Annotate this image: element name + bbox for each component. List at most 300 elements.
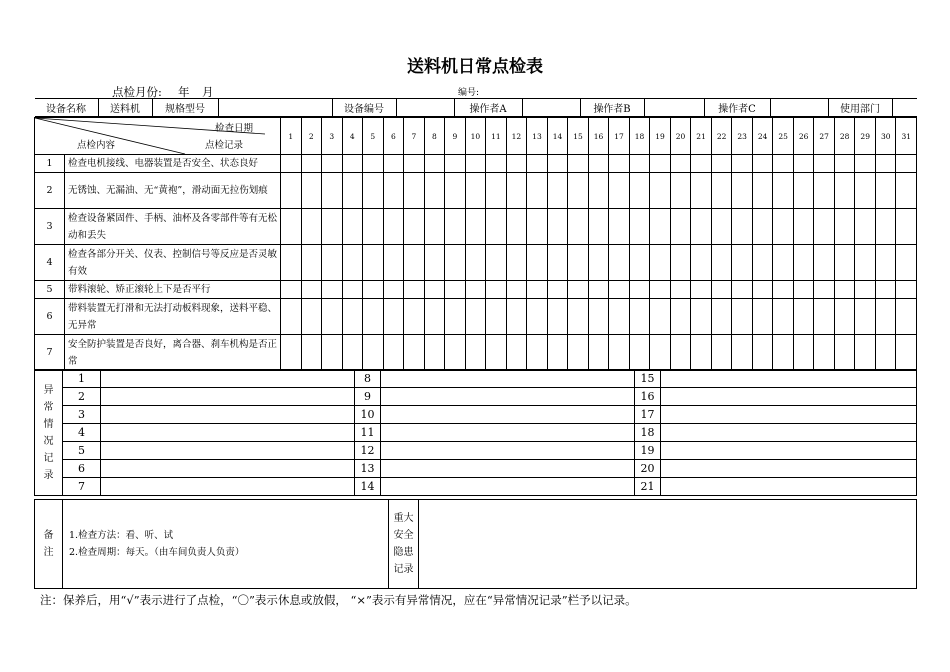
- abnormal-record-field[interactable]: [381, 478, 635, 496]
- check-cell[interactable]: [588, 155, 609, 173]
- check-cell[interactable]: [424, 335, 445, 371]
- day-header: 22: [711, 118, 732, 155]
- check-cell[interactable]: [322, 209, 343, 245]
- check-cell[interactable]: [875, 281, 896, 299]
- check-cell[interactable]: [568, 173, 589, 209]
- check-cell[interactable]: [506, 335, 527, 371]
- record-label: 点检记录: [205, 140, 244, 151]
- check-cell[interactable]: [773, 209, 794, 245]
- check-cell[interactable]: [281, 173, 302, 209]
- check-cell[interactable]: [383, 155, 404, 173]
- model-field[interactable]: [218, 99, 332, 117]
- check-cell[interactable]: [752, 173, 773, 209]
- check-cell[interactable]: [281, 299, 302, 335]
- check-cell[interactable]: [650, 155, 671, 173]
- check-cell[interactable]: [342, 245, 363, 281]
- check-cell[interactable]: [363, 245, 384, 281]
- check-cell[interactable]: [834, 245, 855, 281]
- check-cell[interactable]: [650, 299, 671, 335]
- abnormal-number: 6: [63, 460, 101, 478]
- check-cell[interactable]: [896, 245, 917, 281]
- device-no-field[interactable]: [396, 99, 454, 117]
- operator-c-field[interactable]: [770, 99, 828, 117]
- check-cell[interactable]: [855, 245, 876, 281]
- check-cell[interactable]: [486, 173, 507, 209]
- check-cell[interactable]: [650, 281, 671, 299]
- abnormal-number: 19: [635, 442, 661, 460]
- item-text: 检查电机接线、电器装置是否安全、状态良好: [65, 155, 281, 173]
- check-cell[interactable]: [834, 299, 855, 335]
- check-cell[interactable]: [609, 245, 630, 281]
- check-cell[interactable]: [732, 299, 753, 335]
- abnormal-record-field[interactable]: [101, 388, 355, 406]
- check-cell[interactable]: [752, 155, 773, 173]
- check-cell[interactable]: [465, 173, 486, 209]
- check-cell[interactable]: [506, 155, 527, 173]
- check-cell[interactable]: [383, 281, 404, 299]
- check-cell[interactable]: [547, 173, 568, 209]
- abnormal-record-field[interactable]: [661, 478, 917, 496]
- check-cell[interactable]: [465, 335, 486, 371]
- day-header: 7: [404, 118, 425, 155]
- abnormal-number: 2: [63, 388, 101, 406]
- check-cell[interactable]: [383, 245, 404, 281]
- footnote: 注：保养后，用“√”表示进行了点检，“〇”表示休息或放假， “×”表示有异常情况，应在“异常情况记录”栏予以记录。: [40, 593, 637, 607]
- check-cell[interactable]: [506, 209, 527, 245]
- check-cell[interactable]: [732, 335, 753, 371]
- day-header: 6: [383, 118, 404, 155]
- day-header: 4: [342, 118, 363, 155]
- check-cell[interactable]: [670, 209, 691, 245]
- remark-label: 备 注: [35, 500, 63, 589]
- check-cell[interactable]: [506, 281, 527, 299]
- check-cell[interactable]: [711, 209, 732, 245]
- check-cell[interactable]: [547, 245, 568, 281]
- check-cell[interactable]: [855, 155, 876, 173]
- check-cell[interactable]: [588, 209, 609, 245]
- check-cell[interactable]: [465, 281, 486, 299]
- check-cell[interactable]: [424, 173, 445, 209]
- day-header: 10: [465, 118, 486, 155]
- check-cell[interactable]: [855, 281, 876, 299]
- check-cell[interactable]: [855, 299, 876, 335]
- check-cell[interactable]: [793, 209, 814, 245]
- check-cell[interactable]: [691, 209, 712, 245]
- abnormal-record-field[interactable]: [661, 424, 917, 442]
- item-row: [35, 299, 917, 335]
- check-cell[interactable]: [793, 299, 814, 335]
- check-cell[interactable]: [465, 245, 486, 281]
- check-cell[interactable]: [691, 155, 712, 173]
- check-cell[interactable]: [670, 245, 691, 281]
- check-cell[interactable]: [527, 155, 548, 173]
- check-cell[interactable]: [465, 299, 486, 335]
- check-cell[interactable]: [670, 155, 691, 173]
- check-cell[interactable]: [363, 281, 384, 299]
- check-cell[interactable]: [527, 245, 548, 281]
- item-text: 安全防护装置是否良好，离合器、刹车机构是否正常: [65, 335, 281, 371]
- check-cell[interactable]: [670, 335, 691, 371]
- abnormal-record-field[interactable]: [381, 424, 635, 442]
- check-cell[interactable]: [793, 281, 814, 299]
- check-cell[interactable]: [527, 173, 548, 209]
- check-cell[interactable]: [527, 299, 548, 335]
- check-cell[interactable]: [711, 335, 732, 371]
- check-cell[interactable]: [547, 281, 568, 299]
- device-no-label: 设备编号: [332, 99, 396, 117]
- check-cell[interactable]: [896, 335, 917, 371]
- check-cell[interactable]: [588, 335, 609, 371]
- day-header: 5: [363, 118, 384, 155]
- check-cell[interactable]: [465, 155, 486, 173]
- check-cell[interactable]: [834, 209, 855, 245]
- check-cell[interactable]: [793, 245, 814, 281]
- day-header: 30: [875, 118, 896, 155]
- check-cell[interactable]: [281, 281, 302, 299]
- check-cell[interactable]: [486, 245, 507, 281]
- check-cell[interactable]: [629, 245, 650, 281]
- check-cell[interactable]: [650, 335, 671, 371]
- check-cell[interactable]: [547, 209, 568, 245]
- check-cell[interactable]: [404, 209, 425, 245]
- day-header: 29: [855, 118, 876, 155]
- check-cell[interactable]: [588, 281, 609, 299]
- day-header: 16: [588, 118, 609, 155]
- abnormal-record-field[interactable]: [101, 406, 355, 424]
- check-cell[interactable]: [424, 155, 445, 173]
- abnormal-row: [35, 406, 917, 424]
- check-cell[interactable]: [752, 281, 773, 299]
- check-cell[interactable]: [547, 299, 568, 335]
- check-cell[interactable]: [383, 173, 404, 209]
- check-cell[interactable]: [834, 335, 855, 371]
- check-cell[interactable]: [527, 281, 548, 299]
- day-header: 8: [424, 118, 445, 155]
- abnormal-number: 15: [635, 370, 661, 388]
- check-cell[interactable]: [670, 299, 691, 335]
- check-cell[interactable]: [711, 155, 732, 173]
- check-cell[interactable]: [732, 209, 753, 245]
- check-cell[interactable]: [342, 335, 363, 371]
- check-cell[interactable]: [609, 155, 630, 173]
- check-cell[interactable]: [445, 245, 466, 281]
- abnormal-record-field[interactable]: [381, 460, 635, 478]
- check-cell[interactable]: [650, 209, 671, 245]
- check-cell[interactable]: [322, 335, 343, 371]
- item-text: 检查设备紧固件、手柄、油杯及各零部件等有无松动和丢失: [65, 209, 281, 245]
- day-header: 11: [486, 118, 507, 155]
- check-cell[interactable]: [875, 245, 896, 281]
- check-cell[interactable]: [363, 299, 384, 335]
- check-cell[interactable]: [834, 281, 855, 299]
- check-cell[interactable]: [342, 173, 363, 209]
- check-cell[interactable]: [527, 335, 548, 371]
- check-cell[interactable]: [342, 281, 363, 299]
- abnormal-number: 12: [355, 442, 381, 460]
- check-cell[interactable]: [568, 335, 589, 371]
- day-header: 19: [650, 118, 671, 155]
- check-cell[interactable]: [752, 335, 773, 371]
- check-cell[interactable]: [445, 173, 466, 209]
- hazard-record-field[interactable]: [419, 500, 917, 589]
- check-cell[interactable]: [793, 155, 814, 173]
- check-cell[interactable]: [650, 245, 671, 281]
- check-cell[interactable]: [363, 209, 384, 245]
- check-cell[interactable]: [486, 281, 507, 299]
- check-cell[interactable]: [773, 173, 794, 209]
- check-cell[interactable]: [609, 299, 630, 335]
- check-cell[interactable]: [732, 155, 753, 173]
- check-cell[interactable]: [629, 299, 650, 335]
- check-cell[interactable]: [404, 281, 425, 299]
- check-cell[interactable]: [896, 173, 917, 209]
- check-cell[interactable]: [773, 299, 794, 335]
- check-cell[interactable]: [506, 299, 527, 335]
- check-cell[interactable]: [855, 209, 876, 245]
- check-cell[interactable]: [281, 335, 302, 371]
- check-cell[interactable]: [814, 281, 835, 299]
- item-row: [35, 155, 917, 173]
- check-cell[interactable]: [793, 173, 814, 209]
- check-cell[interactable]: [568, 209, 589, 245]
- check-cell[interactable]: [342, 209, 363, 245]
- abnormal-number: 7: [63, 478, 101, 496]
- check-cell[interactable]: [834, 173, 855, 209]
- check-cell[interactable]: [465, 209, 486, 245]
- item-number: 2: [35, 173, 65, 209]
- check-cell[interactable]: [752, 209, 773, 245]
- abnormal-number: 14: [355, 478, 381, 496]
- check-cell[interactable]: [322, 245, 343, 281]
- abnormal-number: 18: [635, 424, 661, 442]
- check-cell[interactable]: [711, 281, 732, 299]
- check-cell[interactable]: [609, 335, 630, 371]
- check-cell[interactable]: [404, 155, 425, 173]
- check-cell[interactable]: [383, 209, 404, 245]
- check-cell[interactable]: [322, 173, 343, 209]
- check-cell[interactable]: [691, 335, 712, 371]
- check-cell[interactable]: [629, 155, 650, 173]
- check-cell[interactable]: [342, 299, 363, 335]
- check-cell[interactable]: [711, 299, 732, 335]
- abnormal-record-field[interactable]: [381, 370, 635, 388]
- check-cell[interactable]: [609, 173, 630, 209]
- check-cell[interactable]: [486, 299, 507, 335]
- check-cell[interactable]: [875, 335, 896, 371]
- check-cell[interactable]: [404, 335, 425, 371]
- check-cell[interactable]: [896, 299, 917, 335]
- check-cell[interactable]: [322, 155, 343, 173]
- item-row: [35, 335, 917, 371]
- abnormal-record-field[interactable]: [381, 388, 635, 406]
- check-cell[interactable]: [301, 245, 322, 281]
- item-text: 带料滚轮、矫正滚轮上下是否平行: [65, 281, 281, 299]
- check-cell[interactable]: [691, 245, 712, 281]
- abnormal-record-field[interactable]: [101, 424, 355, 442]
- check-cell[interactable]: [609, 281, 630, 299]
- check-cell[interactable]: [875, 299, 896, 335]
- check-cell[interactable]: [629, 173, 650, 209]
- operator-b-field[interactable]: [644, 99, 704, 117]
- abnormal-row: [35, 424, 917, 442]
- check-cell[interactable]: [301, 281, 322, 299]
- item-row: [35, 281, 917, 299]
- operator-c-label: 操作者C: [704, 99, 770, 117]
- check-cell[interactable]: [732, 173, 753, 209]
- check-cell[interactable]: [814, 299, 835, 335]
- check-cell[interactable]: [629, 209, 650, 245]
- check-cell[interactable]: [363, 335, 384, 371]
- check-cell[interactable]: [670, 173, 691, 209]
- day-header: 17: [609, 118, 630, 155]
- check-cell[interactable]: [281, 245, 302, 281]
- check-cell[interactable]: [506, 245, 527, 281]
- abnormal-record-field[interactable]: [661, 442, 917, 460]
- remark-content: [63, 500, 389, 589]
- check-cell[interactable]: [814, 173, 835, 209]
- check-cell[interactable]: [588, 173, 609, 209]
- check-cell[interactable]: [486, 155, 507, 173]
- check-cell[interactable]: [445, 299, 466, 335]
- day-header: 28: [834, 118, 855, 155]
- check-cell[interactable]: [342, 155, 363, 173]
- check-cell[interactable]: [752, 299, 773, 335]
- check-cell[interactable]: [424, 299, 445, 335]
- check-cell[interactable]: [711, 173, 732, 209]
- abnormal-record-field[interactable]: [661, 460, 917, 478]
- check-cell[interactable]: [486, 335, 507, 371]
- abnormal-record-field[interactable]: [101, 460, 355, 478]
- operator-b-label: 操作者B: [580, 99, 644, 117]
- check-cell[interactable]: [404, 173, 425, 209]
- check-cell[interactable]: [445, 281, 466, 299]
- check-cell[interactable]: [834, 155, 855, 173]
- check-cell[interactable]: [773, 335, 794, 371]
- check-cell[interactable]: [711, 245, 732, 281]
- day-header: 18: [629, 118, 650, 155]
- check-cell[interactable]: [752, 245, 773, 281]
- check-cell[interactable]: [814, 245, 835, 281]
- check-cell[interactable]: [814, 209, 835, 245]
- check-cell[interactable]: [875, 155, 896, 173]
- check-cell[interactable]: [301, 335, 322, 371]
- abnormal-row: [35, 442, 917, 460]
- check-cell[interactable]: [732, 281, 753, 299]
- check-cell[interactable]: [486, 209, 507, 245]
- check-cell[interactable]: [629, 281, 650, 299]
- abnormal-label: 异 常 情 况 记 录: [35, 370, 63, 496]
- check-cell[interactable]: [568, 245, 589, 281]
- check-cell[interactable]: [506, 173, 527, 209]
- abnormal-row: [35, 370, 917, 388]
- check-cell[interactable]: [670, 281, 691, 299]
- check-cell[interactable]: [301, 209, 322, 245]
- check-cell[interactable]: [896, 281, 917, 299]
- inspection-table: [34, 98, 917, 371]
- check-cell[interactable]: [855, 173, 876, 209]
- abnormal-row: [35, 478, 917, 496]
- check-cell[interactable]: [301, 173, 322, 209]
- abnormal-record-field[interactable]: [661, 388, 917, 406]
- check-cell[interactable]: [793, 335, 814, 371]
- check-cell[interactable]: [855, 335, 876, 371]
- item-text: 带料装置无打滑和无法打动板料现象，送料平稳、无异常: [65, 299, 281, 335]
- day-header: 21: [691, 118, 712, 155]
- check-cell[interactable]: [773, 245, 794, 281]
- check-cell[interactable]: [875, 209, 896, 245]
- abnormal-record-field[interactable]: [661, 370, 917, 388]
- check-cell[interactable]: [363, 173, 384, 209]
- model-label: 规格型号: [152, 99, 218, 117]
- check-cell[interactable]: [281, 209, 302, 245]
- content-label: 点检内容: [77, 140, 116, 151]
- abnormal-record-field[interactable]: [101, 478, 355, 496]
- dept-label: 使用部门: [828, 99, 892, 117]
- check-cell[interactable]: [896, 209, 917, 245]
- check-cell[interactable]: [445, 155, 466, 173]
- check-cell[interactable]: [322, 281, 343, 299]
- check-cell[interactable]: [383, 335, 404, 371]
- check-cell[interactable]: [773, 155, 794, 173]
- check-cell[interactable]: [424, 281, 445, 299]
- check-cell[interactable]: [383, 299, 404, 335]
- check-cell[interactable]: [322, 299, 343, 335]
- check-cell[interactable]: [301, 155, 322, 173]
- check-cell[interactable]: [445, 335, 466, 371]
- check-cell[interactable]: [527, 209, 548, 245]
- day-header: 13: [527, 118, 548, 155]
- check-cell[interactable]: [609, 209, 630, 245]
- check-cell[interactable]: [896, 155, 917, 173]
- check-cell[interactable]: [301, 299, 322, 335]
- abnormal-record-field[interactable]: [101, 370, 355, 388]
- check-cell[interactable]: [875, 173, 896, 209]
- check-cell[interactable]: [424, 245, 445, 281]
- check-cell[interactable]: [814, 155, 835, 173]
- check-cell[interactable]: [691, 173, 712, 209]
- check-cell[interactable]: [814, 335, 835, 371]
- check-cell[interactable]: [445, 209, 466, 245]
- check-cell[interactable]: [691, 281, 712, 299]
- abnormal-number: 9: [355, 388, 381, 406]
- check-cell[interactable]: [732, 245, 753, 281]
- dept-field[interactable]: [892, 99, 917, 117]
- abnormal-record-field[interactable]: [381, 442, 635, 460]
- operator-a-field[interactable]: [522, 99, 580, 117]
- check-cell[interactable]: [691, 299, 712, 335]
- device-name-value: 送料机: [98, 99, 152, 117]
- abnormal-record-field[interactable]: [661, 406, 917, 424]
- check-cell[interactable]: [547, 155, 568, 173]
- check-cell[interactable]: [404, 245, 425, 281]
- check-cell[interactable]: [281, 155, 302, 173]
- check-cell[interactable]: [773, 281, 794, 299]
- check-cell[interactable]: [568, 155, 589, 173]
- check-cell[interactable]: [629, 335, 650, 371]
- abnormal-record-field[interactable]: [101, 442, 355, 460]
- check-cell[interactable]: [568, 299, 589, 335]
- day-header: 15: [568, 118, 589, 155]
- abnormal-record-field[interactable]: [381, 406, 635, 424]
- check-cell[interactable]: [568, 281, 589, 299]
- check-cell[interactable]: [547, 335, 568, 371]
- check-cell[interactable]: [650, 173, 671, 209]
- check-cell[interactable]: [404, 299, 425, 335]
- check-cell[interactable]: [363, 155, 384, 173]
- check-cell[interactable]: [588, 245, 609, 281]
- check-cell[interactable]: [424, 209, 445, 245]
- check-cell[interactable]: [588, 299, 609, 335]
